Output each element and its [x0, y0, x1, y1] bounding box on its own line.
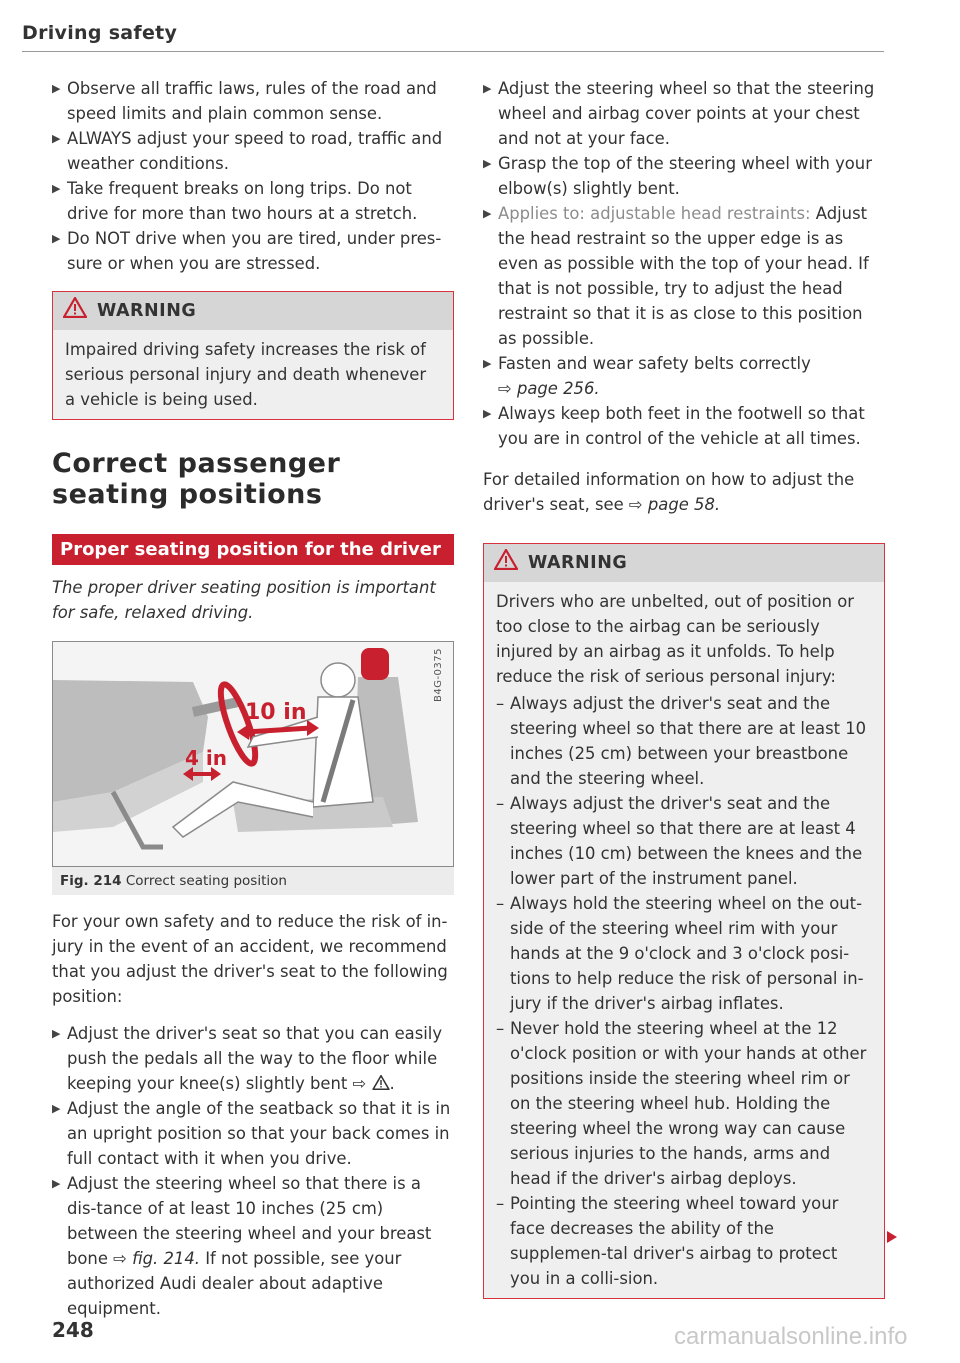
paragraph: For detailed information on how to adjust the driver's seat, see ⇨ page 58.	[483, 470, 855, 514]
list-item: ▶ Adjust the angle of the seatback so that it is in an upright position so that your back comes in full contact with it when you drive.	[52, 1096, 454, 1171]
steering-adjust-list	[483, 76, 885, 451]
warning-header	[484, 544, 884, 582]
bullet-arrow-icon: ▶	[52, 182, 61, 195]
list-item: – Always adjust the driver's seat and the steering wheel so that there are at least 10 inches (25 cm) between your breastbone and the steering wheel.	[496, 694, 867, 788]
driver-seating-illustration	[53, 642, 453, 866]
bullet-arrow-icon: ▶	[52, 1027, 61, 1040]
figure-code: B4G-0375	[433, 648, 444, 703]
paragraph: For your own safety and to reduce the risk of in-jury in the event of an accident, we recommend that you adjust the driver's seat to the following position:	[52, 912, 448, 1006]
section-title: Driving safety	[22, 22, 178, 44]
bullet-arrow-icon: ▶	[52, 1177, 61, 1190]
warning-triangle-icon	[494, 549, 518, 577]
bullet-arrow-icon: ▶	[483, 407, 492, 420]
applies-to-label: Applies to: adjustable head restraints:	[498, 204, 811, 223]
list-item: ▶ Grasp the top of the steering wheel with your elbow(s) slightly bent.	[483, 151, 885, 201]
warning-intro: Drivers who are unbelted, out of position or too close to the airbag can be seriously injured by an airbag as it unfolds. To help reduce the risk of serious personal injury:	[496, 592, 855, 686]
seating-position-figure	[52, 641, 454, 867]
bullet-arrow-icon: ▶	[52, 132, 61, 145]
warning-box-airbag	[483, 543, 885, 1299]
warning-text: Impaired driving safety increases the risk of serious personal injury and death whenever a vehicle is being used.	[65, 340, 427, 409]
intro-text: The proper driver seating position is important for safe, relaxed driving.	[52, 578, 436, 622]
list-item: – Pointing the steering wheel toward your face decreases the ability of the supplemen-tal driver's airbag to protect you in a colli-sion.	[496, 1194, 839, 1288]
right-column	[483, 76, 885, 1299]
header-divider	[22, 51, 884, 52]
list-item: ▶ Adjust the steering wheel so that there is a dis-tance of at least 10 inches (25 cm) between the steering wheel and your breast bone ⇨ fig. 214. If not possible, see your authorized Audi dealer about adaptive equipment.	[52, 1171, 454, 1321]
watermark: carmanualsonline.info	[674, 1323, 908, 1350]
bullet-arrow-icon: ▶	[483, 82, 492, 95]
cross-reference-link[interactable]: ⇨ fig. 214.	[113, 1249, 200, 1268]
page-heading: Correct passenger seating positions	[52, 448, 341, 510]
seat-adjust-list	[52, 1021, 454, 1321]
list-item: ▶ Adjust the driver's seat so that you can easily push the pedals all the way to the floor while keeping your knee(s) slightly bent ⇨ .	[52, 1021, 454, 1096]
warning-box-impaired-driving	[52, 291, 454, 420]
bullet-arrow-icon: ▶	[52, 1102, 61, 1115]
bullet-arrow-icon: ▶	[52, 82, 61, 95]
list-item: – Always adjust the driver's seat and the steering wheel so that there are at least 4 inches (10 cm) between the knees and the lower part of the instrument panel.	[496, 794, 863, 888]
warning-header	[53, 292, 453, 330]
list-item: – Always hold the steering wheel on the out-side of the steering wheel rim with your hands at the 9 o'clock and 3 o'clock posi-tions to help reduce the risk of personal in-jury if the driver's airbag inflates.	[496, 894, 864, 1013]
figure-caption	[52, 867, 454, 895]
list-item: ▶ Always keep both feet in the footwell so that you are in control of the vehicle at all times.	[483, 401, 885, 451]
subheading-bar: Proper seating position for the driver	[52, 534, 454, 565]
list-item: ▶ ALWAYS adjust your speed to road, traffic and weather conditions.	[52, 126, 454, 176]
list-item: ▶ Observe all traffic laws, rules of the road and speed limits and plain common sense.	[52, 76, 454, 126]
warning-triangle-icon[interactable]	[372, 1074, 390, 1093]
warning-triangle-icon	[63, 297, 87, 325]
warning-title: WARNING	[97, 300, 197, 321]
page-number: 248	[52, 1318, 94, 1342]
warning-dash-list	[496, 691, 872, 1291]
cross-reference-link[interactable]: ⇨ page 58.	[628, 495, 721, 514]
figure-caption-text: Correct seating position	[125, 873, 287, 889]
bullet-arrow-icon: ▶	[483, 157, 492, 170]
list-item: ▶ Applies to: adjustable head restraints: Adjust the head restraint so the upper edge is as even as possible with the top of your head. If that is not possible, try to adjust the head restraint so that it is as close to this position as possible.	[483, 201, 885, 351]
label-4in: 4 in	[185, 746, 227, 770]
continue-arrow-icon	[887, 1231, 897, 1243]
list-item: ▶ Take frequent breaks on long trips. Do not drive for more than two hours at a stretch.	[52, 176, 454, 226]
left-column	[52, 76, 454, 1321]
list-item: ▶ Fasten and wear safety belts correctly ⇨ page 256.	[483, 351, 885, 401]
driving-rules-list	[52, 76, 454, 276]
bullet-arrow-icon: ▶	[52, 232, 61, 245]
list-item: ▶ Do NOT drive when you are tired, under pres-sure or when you are stressed.	[52, 226, 454, 276]
warning-title: WARNING	[528, 552, 628, 573]
list-item: ▶ Adjust the steering wheel so that the steering wheel and airbag cover points at your chest and not at your face.	[483, 76, 885, 151]
cross-reference-link[interactable]: ⇨ page 256.	[498, 379, 600, 398]
bullet-arrow-icon: ▶	[483, 207, 492, 220]
bullet-arrow-icon: ▶	[483, 357, 492, 370]
warning-body	[484, 582, 884, 1298]
cross-reference-link[interactable]: ⇨	[352, 1074, 367, 1093]
label-10in: 10 in	[245, 700, 307, 725]
figure-number: Fig. 214	[60, 873, 122, 889]
list-item: – Never hold the steering wheel at the 12 o'clock position or with your hands at other positions inside the steering wheel rim or on the steering wheel hub. Holding the steering wheel the wrong way can cause serious injuries to the hands, arms and head if the driver's airbag deploys.	[496, 1019, 867, 1188]
